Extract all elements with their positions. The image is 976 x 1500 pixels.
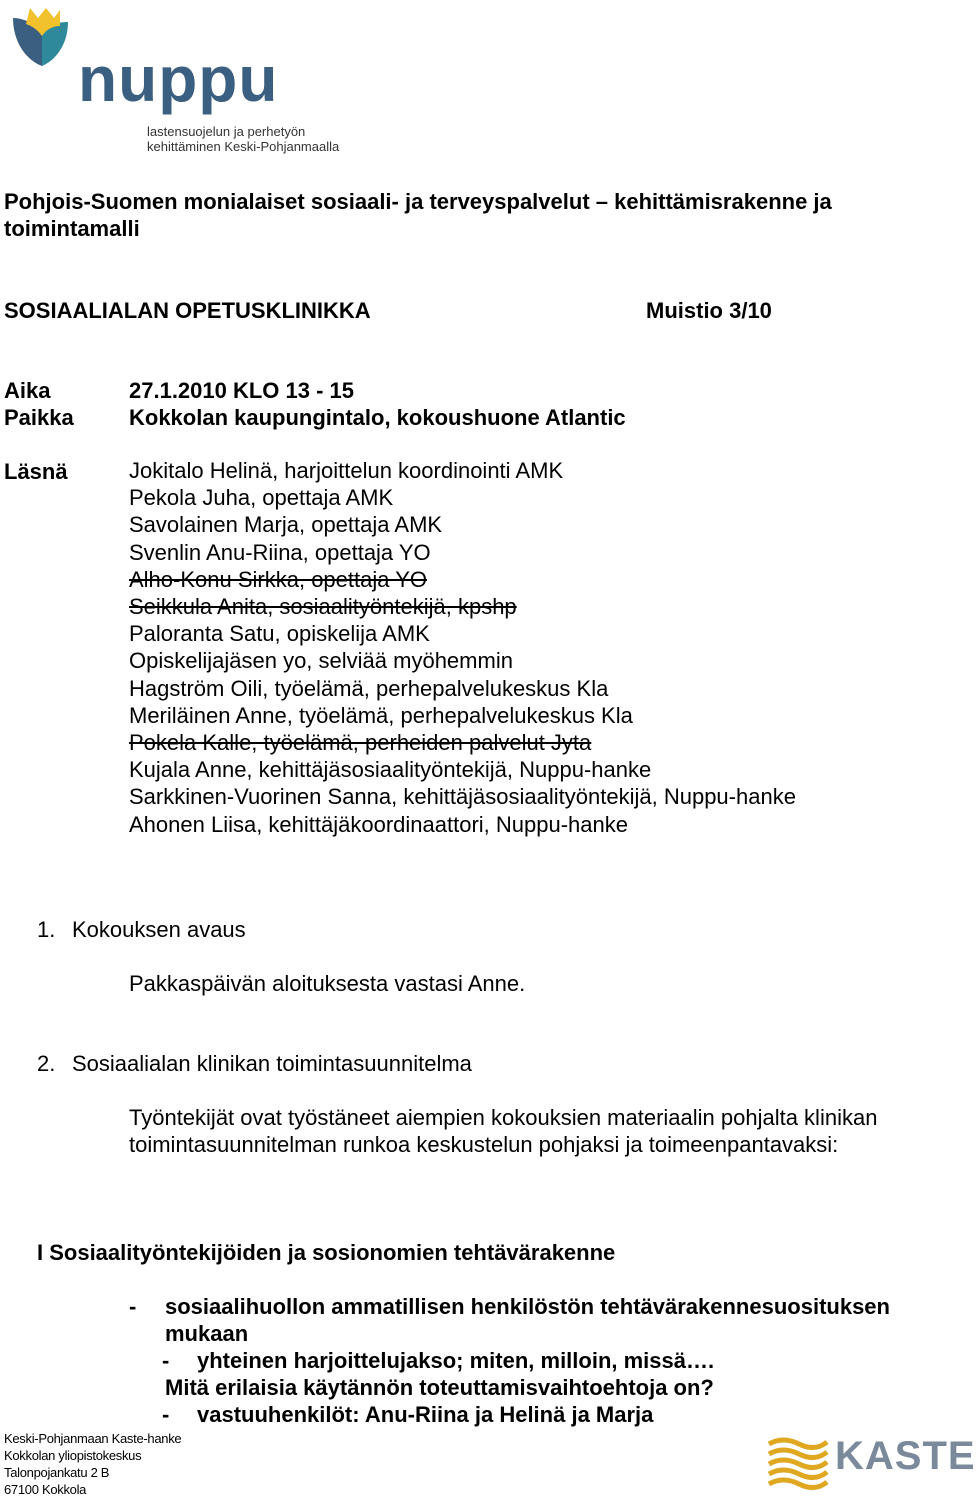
attendee-item: Pekola Juha, opettaja AMK	[129, 485, 394, 511]
footer-line: Keski-Pohjanmaan Kaste-hanke	[4, 1431, 182, 1446]
footer-line: Kokkolan yliopistokeskus	[4, 1448, 142, 1463]
section-2-number: 2.	[37, 1051, 56, 1076]
memo-number: Muistio 3/10	[646, 298, 772, 323]
section-1-number: 1.	[37, 917, 56, 942]
bullet-1-line-2: mukaan	[165, 1321, 249, 1346]
kaste-logo	[765, 1432, 976, 1496]
bullet-dash: -	[129, 1294, 137, 1319]
attendee-item: Opiskelijajäsen yo, selviää myöhemmin	[129, 648, 513, 674]
bullet-dash: -	[162, 1402, 170, 1427]
place-value: Kokkolan kaupungintalo, kokoushuone Atlantic	[129, 405, 626, 430]
attendee-item: Hagström Oili, työelämä, perhepalvelukeskus Kla	[129, 675, 609, 701]
section-2-title: Sosiaalialan klinikan toimintasuunnitelma	[72, 1051, 472, 1076]
footer-line: 67100 Kokkola	[4, 1482, 87, 1497]
section-1-title: Kokouksen avaus	[72, 917, 246, 942]
attendee-item: Paloranta Satu, opiskelija AMK	[129, 621, 430, 647]
nuppu-tagline-1: lastensuojelun ja perhetyön	[147, 124, 306, 139]
attendee-item-struck: Pokela Kalle, työelämä, perheiden palvelut Jyta	[129, 730, 592, 756]
attendees-label: Läsnä	[4, 459, 68, 484]
attendee-item: Savolainen Marja, opettaja AMK	[129, 512, 443, 538]
attendee-item-struck: Seikkula Anita, sosiaalityöntekijä, kpshp	[129, 594, 517, 620]
bullet-2-line-2: Mitä erilaisia käytännön toteuttamisvaihtoehtoja on?	[165, 1375, 714, 1400]
nuppu-wordmark: nuppu	[78, 43, 279, 115]
document-title: Pohjois-Suomen monialaiset sosiaali- ja terveyspalvelut – kehittämisrakenne ja toimintamalli	[4, 189, 832, 241]
attendee-item: Ahonen Liisa, kehittäjäkoordinaattori, Nuppu-hanke	[129, 811, 628, 837]
section-2-body-line-2: toimintasuunnitelman runkoa keskustelun pohjaksi ja toimeenpantavaksi:	[129, 1132, 839, 1157]
attendee-list	[129, 457, 796, 838]
kaste-wordmark: KASTE	[835, 1434, 976, 1478]
attendee-item: Svenlin Anu-Riina, opettaja YO	[129, 539, 431, 565]
nuppu-logo	[8, 4, 358, 154]
attendee-item: Jokitalo Helinä, harjoittelun koordinointi AMK	[129, 458, 564, 483]
structure-heading: I Sosiaalityöntekijöiden ja sosionomien tehtävärakenne	[37, 1240, 616, 1265]
kaste-waves-icon	[765, 1434, 831, 1496]
footer-address	[4, 1430, 181, 1498]
nuppu-tagline-2: kehittäminen Keski-Pohjanmaalla	[147, 139, 340, 154]
attendee-item-struck: Alho-Konu Sirkka, opettaja YO	[129, 566, 427, 592]
bullet-3-line-1: vastuuhenkilöt: Anu-Riina ja Helinä ja Marja	[197, 1402, 654, 1427]
time-label: Aika	[4, 378, 51, 403]
place-label: Paikka	[4, 405, 74, 430]
time-value: 27.1.2010 KLO 13 - 15	[129, 378, 355, 403]
attendee-item: Meriläinen Anne, työelämä, perhepalvelukeskus Kla	[129, 702, 633, 728]
attendee-item: Sarkkinen-Vuorinen Sanna, kehittäjäsosiaalityöntekijä, Nuppu-hanke	[129, 784, 796, 810]
attendee-item: Kujala Anne, kehittäjäsosiaalityöntekijä, Nuppu-hanke	[129, 757, 652, 783]
nuppu-leaf-icon	[8, 4, 78, 74]
section-1-body: Pakkaspäivän aloituksesta vastasi Anne.	[129, 971, 526, 996]
section-2-body-line-1: Työntekijät ovat työstäneet aiempien kokouksien materiaalin pohjalta klinikan	[129, 1105, 878, 1130]
footer-line: Talonpojankatu 2 B	[4, 1465, 110, 1480]
bullet-1-line-1: sosiaalihuollon ammatillisen henkilöstön tehtävärakennesuosituksen	[165, 1294, 890, 1319]
bullet-dash: -	[162, 1348, 170, 1373]
bullet-2-line-1: yhteinen harjoittelujakso; miten, milloin, missä….	[197, 1348, 715, 1373]
clinic-name: SOSIAALIALAN OPETUSKLINIKKA	[4, 298, 371, 323]
